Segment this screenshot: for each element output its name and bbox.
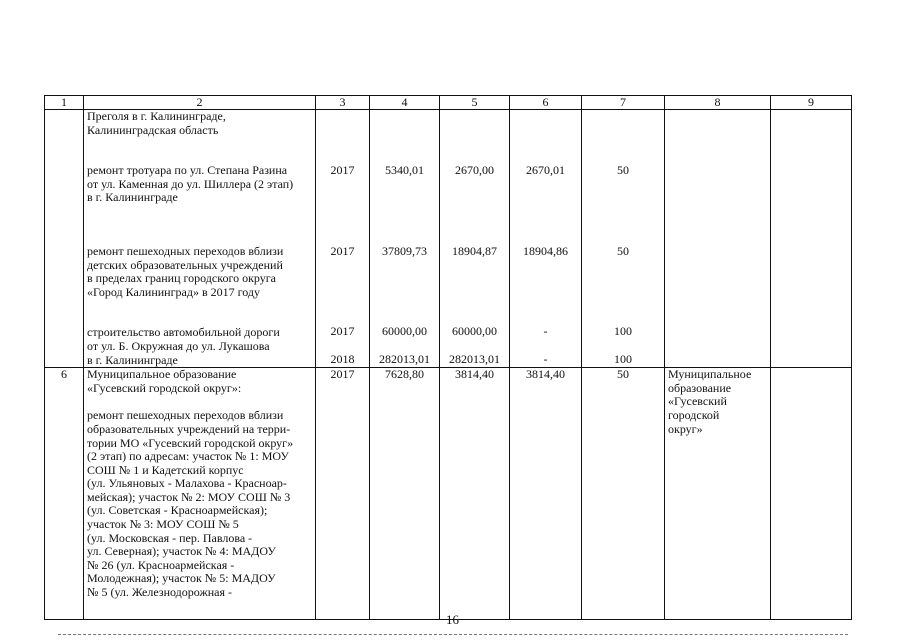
description-line: ремонт пешеходных переходов вблизи: [87, 243, 284, 258]
description-line: «Город Калининград» в 2017 году: [87, 284, 260, 299]
row-number-cell: [45, 110, 84, 368]
year-cell: 2017: [316, 368, 370, 620]
description-line: участок № 3: МОУ СОШ № 5: [87, 517, 239, 532]
percent-value: 50: [617, 163, 629, 177]
description-line: (2 этап) по адресам: участок № 1: МОУ: [87, 449, 289, 464]
description-line: от ул. Б. Окружная до ул. Лукашова: [87, 338, 270, 353]
row-number-cell: 6: [45, 368, 84, 620]
percent-value: 100: [614, 351, 632, 366]
header-cell: 4: [370, 96, 440, 110]
description-cell: [84, 110, 316, 368]
total-cost-cell: 7628,80: [370, 368, 440, 620]
page-number: 16: [446, 612, 459, 627]
year-value: 2018: [330, 351, 355, 366]
regional-share-cell: [510, 110, 582, 368]
percent-cell: 50: [582, 368, 665, 620]
description-line: ремонт пешеходных переходов вблизи: [87, 408, 284, 423]
recipient-line: «Гусевский: [668, 394, 727, 409]
year-cell: [316, 110, 370, 368]
cost-value: -: [543, 324, 548, 339]
cost-value: 60000,00: [382, 324, 427, 339]
cost-value: 282013,01: [449, 351, 500, 366]
description-line: (ул. Советская - Красноармейская);: [87, 503, 268, 518]
cost-value: 282013,01: [379, 351, 430, 366]
description-line: Преголя в г. Калининграде,: [87, 109, 226, 123]
recipient-line: городской: [668, 407, 720, 422]
footer-divider: [58, 634, 848, 635]
description-line: детских образовательных учреждений: [87, 257, 283, 272]
header-cell: 5: [440, 96, 510, 110]
program-table: [44, 95, 852, 620]
recipient-line: образование: [668, 380, 732, 395]
description-line: Муниципальное образование: [87, 367, 237, 382]
description-line: в пределах границ городского округа: [87, 271, 276, 286]
description-line: ремонт тротуара по ул. Степана Разина: [87, 163, 288, 178]
description-line: Молодежная); участок № 5: МАДОУ: [87, 571, 276, 586]
description-line: в г. Калининграде: [87, 190, 178, 205]
description-line: (ул. Ульяновых - Малахова - Красноар-: [87, 476, 287, 491]
description-line: строительство автомобильной дороги: [87, 325, 280, 340]
description-line: тории МО «Гусевский городской округ»: [87, 435, 294, 450]
description-line: мейская); участок № 2: МОУ СОШ № 3: [87, 489, 291, 504]
cost-value: 60000,00: [452, 324, 497, 339]
cost-value: 18904,87: [452, 243, 497, 258]
description-line: № 5 (ул. Железнодорожная -: [87, 585, 233, 600]
total-cost-cell: [370, 110, 440, 368]
recipient-cell: [665, 110, 771, 368]
description-line: образовательных учреждений на терри-: [87, 421, 291, 436]
cost-value: 18904,86: [523, 243, 568, 258]
description-line: ул. Северная); участок № 4: МАДОУ: [87, 544, 276, 559]
recipient-line: округ»: [668, 421, 703, 436]
header-cell: 1: [45, 96, 84, 110]
header-cell: 2: [84, 96, 316, 110]
header-cell: 7: [582, 96, 665, 110]
column-number-row: [45, 96, 852, 110]
federal-share-cell: 3814,40: [440, 368, 510, 620]
recipient-cell: [665, 368, 771, 620]
description-line: Калининградская область: [87, 122, 219, 137]
recipient-line: Муниципальное: [668, 367, 752, 382]
cost-value: 37809,73: [382, 243, 427, 258]
cost-value: 2670,01: [526, 163, 565, 177]
description-line: «Гусевский городской округ»:: [87, 380, 242, 395]
description-line: № 26 (ул. Красноармейская -: [87, 557, 235, 572]
description-line: (ул. Московская - пер. Павлова -: [87, 530, 253, 545]
percent-value: 100: [614, 324, 632, 339]
header-cell: 6: [510, 96, 582, 110]
table-row-continuation: [45, 110, 852, 368]
note-cell: [771, 110, 852, 368]
year-value: 2017: [330, 324, 355, 339]
header-cell: 3: [316, 96, 370, 110]
description-line: от ул. Каменная до ул. Шиллера (2 этап): [87, 176, 294, 191]
note-cell: [771, 368, 852, 620]
header-cell: 8: [665, 96, 771, 110]
cost-value: 5340,01: [385, 163, 424, 177]
year-value: 2017: [330, 243, 355, 258]
cost-value: 2670,00: [455, 163, 494, 177]
table-row-gusev: [45, 368, 852, 620]
description-line: СОШ № 1 и Кадетский корпус: [87, 462, 244, 477]
federal-share-cell: [440, 110, 510, 368]
regional-share-cell: 3814,40: [510, 368, 582, 620]
header-cell: 9: [771, 96, 852, 110]
year-value: 2017: [330, 163, 355, 177]
percent-value: 50: [617, 243, 629, 258]
cost-value: -: [543, 351, 548, 366]
description-cell: [84, 368, 316, 620]
percent-cell: [582, 110, 665, 368]
description-line: в г. Калининграде: [87, 352, 178, 367]
